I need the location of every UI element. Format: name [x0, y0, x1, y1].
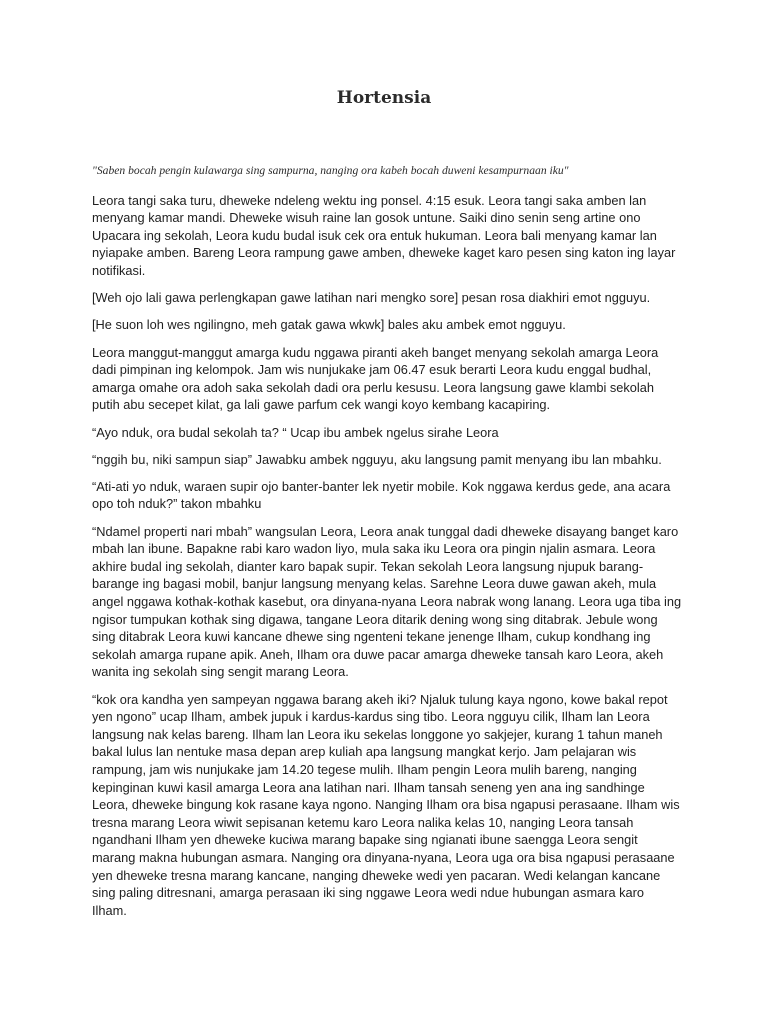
- paragraph-1: Leora tangi saka turu, dheweke ndeleng wektu ing ponsel. 4:15 esuk. Leora tangi saka amben lan menyang kamar mandi. Dheweke wisuh raine lan gosok untune. Saiki dino senin seng artine ono Upacara ing sekolah, Leora kudu budal isuk cek ora entuk hukuman. Leora bali menyang kamar lan nyiapake amben. Bareng Leora rampung gawe amben, dheweke kaget karo pesen sing katon ing layar notifikasi.: [92, 192, 676, 278]
- paragraph-9: “kok ora kandha yen sampeyan nggawa barang akeh iki? Njaluk tulung kaya ngono, kowe bakal repot yen ngono” ucap Ilham, ambek jupuk i kardus-kardus sing tibo. Leora ngguyu cilik, Ilham lan Leora langsung nak kelas bareng. Ilham lan Leora iku sekelas longgone yo sakjejer, kurang 1 tahun maneh bakal lulus lan nentuke masa depan arep kuliah apa langsung mangkat kerjo. Jam pelajaran wis rampung, jam wis nunjukake jam 14.20 tegese mulih. Ilham pengin Leora mulih bareng, nanging kepinginan kuwi kasil amarga Leora ana latihan nari. Ilham tansah seneng yen ana ing sandhinge Leora, dheweke bingung kok rasane kaya ngono. Nanging Ilham ora bisa ngapusi perasaane. Ilham wis tresna marang Leora wiwit sepisanan ketemu karo Leora nalika kelas 10, nanging Leora tansah ngandhani Ilham yen dheweke kuciwa marang bapake sing ngianati ibune saengga Leora sengit marang makna hubungan asmara. Nanging ora dinyana-nyana, Leora uga ora bisa ngapusi perasaane yen dheweke tresna marang kancane, nanging dheweke wedi yen pacaran. Wedi kelangan kancane sing paling ditresnani, amarga perasaan iki sing nggawe Leora wedi ndue hubungan asmara karo Ilham.: [92, 691, 680, 918]
- paragraph-5: “Ayo nduk, ora budal sekolah ta? “ Ucap ibu ambek ngelus sirahe Leora: [92, 424, 499, 440]
- document-title: Hortensia: [336, 88, 432, 108]
- paragraph-3: [He suon loh wes ngilingno, meh gatak gawa wkwk] bales aku ambek emot ngguyu.: [92, 317, 566, 333]
- paragraph-6: “nggih bu, niki sampun siap” Jawabku ambek ngguyu, aku langsung pamit menyang ibu lan mbahku.: [92, 451, 662, 467]
- paragraph-7: “Ati-ati yo nduk, waraen supir ojo banter-banter lek nyetir mobile. Kok nggawa kerdus gede, ana acara opo toh nduk?” takon mbahku: [92, 478, 671, 512]
- paragraph-4: Leora manggut-manggut amarga kudu nggawa piranti akeh banget menyang sekolah amarga Leora dadi pimpinan ing kelompok. Jam wis nunjukake jam 06.47 esuk berarti Leora kudu enggal budhal, amarga omahe ora adoh saka sekolah dadi ora perlu kesusu. Leora langsung gawe klambi sekolah putih abu secepet kilat, ga lali gawe parfum cek wangi koyo kembang kacapiring.: [92, 344, 659, 413]
- paragraph-2: [Weh ojo lali gawa perlengkapan gawe latihan nari mengko sore] pesan rosa diakhiri emot ngguyu.: [92, 290, 651, 306]
- paragraph-8: “Ndamel properti nari mbah” wangsulan Leora, Leora anak tunggal dadi dheweke disayang banget karo mbah lan ibune. Bapakne rabi karo wadon liyo, mula saka iku Leora ora pingin njalin asmara. Leora akhire budal ing sekolah, dianter karo bapak supir. Tekan sekolah Leora langsung njupuk barang-barange ing bagasi mobil, banjur langsung menyang kelas. Sarehne Leora duwe gawan akeh, mula angel nggawa kothak-kothak kasebut, ora dinyana-nyana Leora nabrak wong lanang. Leora uga tiba ing ngisor tumpukan kothak sing digawa, tangane Leora ditarik dening wong sing ditabrak. Jebule wong sing ditabrak Leora kuwi kancane dhewe sing ngenteni tekane jenenge Ilham, cukup kondhang ing sekolah amarga rupane apik. Aneh, Ilham ora duwe pacar amarga dheweke tansah karo Leora, akeh wanita ing sekolah sing sengit marang Leora.: [92, 523, 682, 680]
- document-body: [92, 162, 682, 929]
- epigraph: "Saben bocah pengin kulawarga sing sampurna, nanging ora kabeh bocah duweni kesampurnaan iku": [92, 164, 569, 177]
